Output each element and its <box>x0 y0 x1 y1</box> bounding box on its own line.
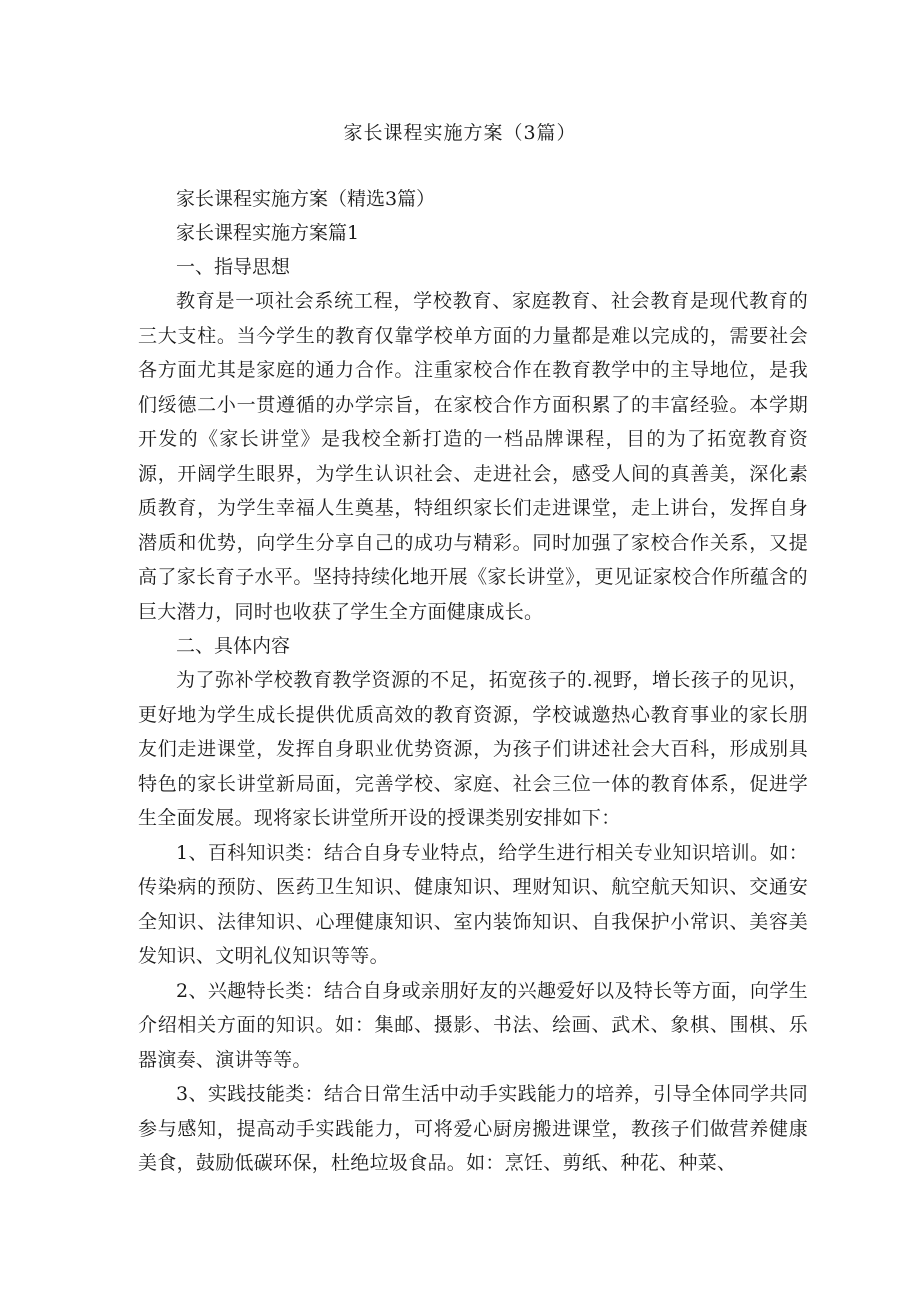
document-title: 家长课程实施方案（3篇） <box>343 122 577 144</box>
paragraph-specific-content: 为了弥补学校教育教学资源的不足，拓宽孩子的.视野，增长孩子的见识，更好地为学生成长提供优质高效的教育资源，学校诚邀热心教育事业的家长朋友们走进课堂，发挥自身职业优势资源，为孩子们讲述社会大百科，形成别具特色的家长讲堂新局面，完善学校、家庭、社会三位一体的教育体系，促进学生全面发展。现将家长讲堂所开设的授课类别安排如下： <box>138 669 808 829</box>
document-body <box>138 182 808 1181</box>
heading-specific-content: 二、具体内容 <box>176 635 291 657</box>
document-subtitle: 家长课程实施方案（精选3篇） <box>176 188 436 210</box>
paragraph-encyclopedia-category: 1、百科知识类：结合自身专业特点，给学生进行相关专业知识培训。如：传染病的预防、医药卫生知识、健康知识、理财知识、航空航天知识、交通安全知识、法律知识、心理健康知识、室内装饰知识、自我保护小常识、美容美发知识、文明礼仪知识等等。 <box>138 841 808 967</box>
paragraph-interest-category: 2、兴趣特长类：结合自身或亲朋好友的兴趣爱好以及特长等方面，向学生介绍相关方面的知识。如：集邮、摄影、书法、绘画、武术、象棋、围棋、乐器演奏、演讲等等。 <box>138 979 808 1071</box>
section-title: 家长课程实施方案篇1 <box>176 222 360 244</box>
paragraph-guiding-thought: 教育是一项社会系统工程，学校教育、家庭教育、社会教育是现代教育的三大支柱。当今学生的教育仅靠学校单方面的力量都是难以完成的，需要社会各方面尤其是家庭的通力合作。注重家校合作在教育教学中的主导地位，是我们绥德二小一贯遵循的办学宗旨，在家校合作方面积累了的丰富经验。本学期开发的《家长讲堂》是我校全新打造的一档品牌课程，目的为了拓宽教育资源，开阔学生眼界，为学生认识社会、走进社会，感受人间的真善美，深化素质教育，为学生幸福人生奠基，特组织家长们走进课堂，走上讲台，发挥自身潜质和优势，向学生分享自己的成功与精彩。同时加强了家校合作关系，又提高了家长育子水平。坚持持续化地开展《家长讲堂》，更见证家校合作所蕴含的巨大潜力，同时也收获了学生全方面健康成长。 <box>138 290 808 623</box>
paragraph-practical-skills-category: 3、实践技能类：结合日常生活中动手实践能力的培养，引导全体同学共同参与感知，提高动手实践能力，可将爱心厨房搬进课堂，教孩子们做营养健康美食，鼓励低碳环保，杜绝垃圾食品。如：烹饪、剪纸、种花、种菜、 <box>138 1083 808 1174</box>
heading-guiding-thought: 一、指导思想 <box>176 256 291 278</box>
